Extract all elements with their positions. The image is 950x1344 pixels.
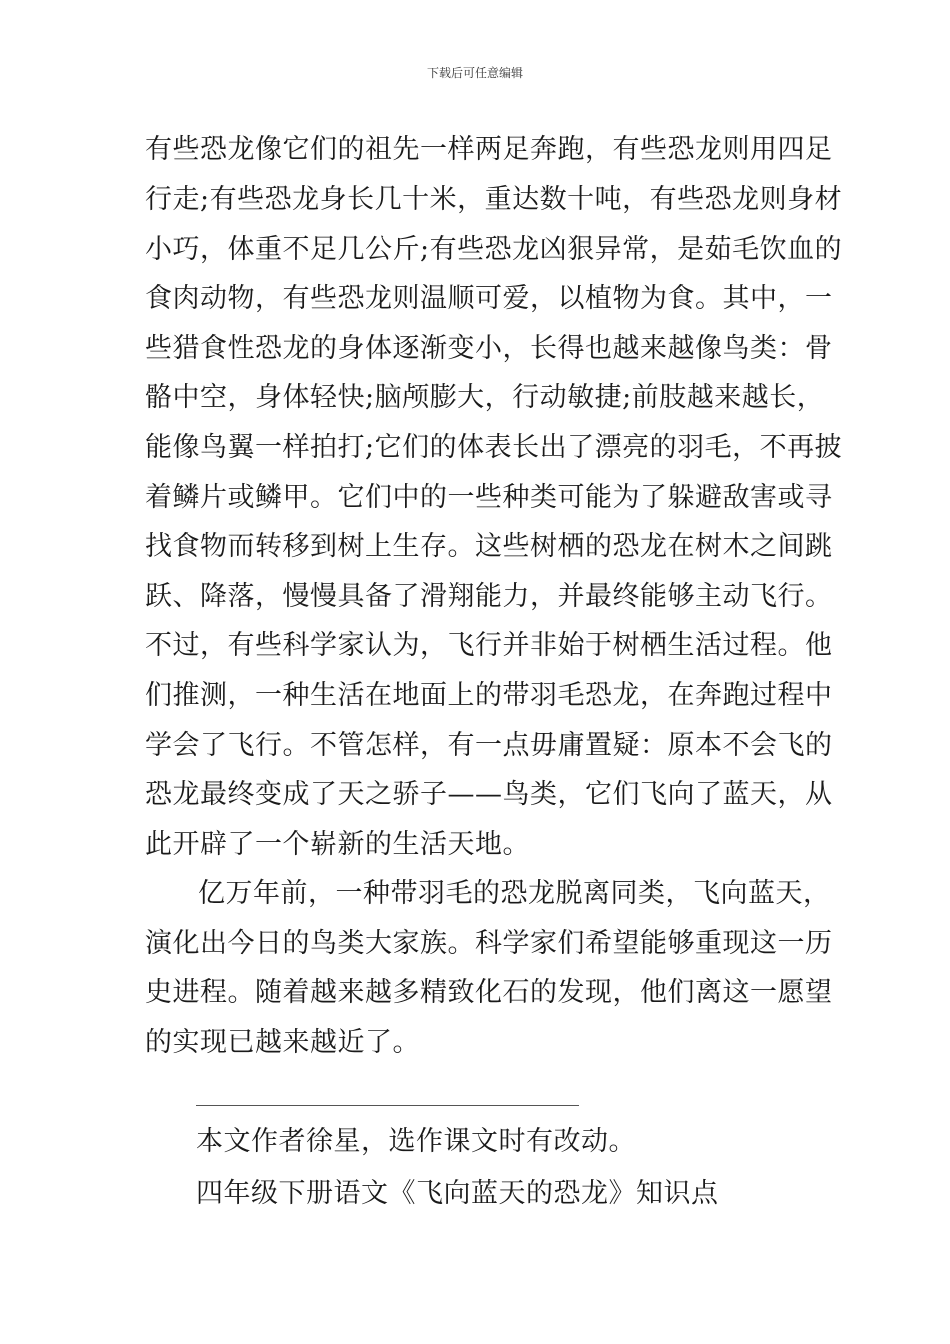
body-line: 不过，有些科学家认为，飞行并非始于树栖生活过程。他 bbox=[145, 630, 833, 661]
body-line: 有些恐龙像它们的祖先一样两足奔跑，有些恐龙则用四足 bbox=[145, 134, 833, 165]
body-line: 骼中空，身体轻快;脑颅膨大，行动敏捷;前肢越来越长， bbox=[145, 382, 825, 413]
body-line: 找食物而转移到树上生存。这些树栖的恐龙在树木之间跳 bbox=[145, 531, 833, 562]
body-line: 学会了飞行。不管怎样，有一点毋庸置疑：原本不会飞的 bbox=[145, 730, 833, 761]
footnote-divider bbox=[196, 1105, 579, 1106]
body-line: 史进程。随着越来越多精致化石的发现，他们离这一愿望 bbox=[145, 977, 833, 1008]
body-line: 能像鸟翼一样拍打;它们的体表长出了漂亮的羽毛，不再披 bbox=[145, 432, 843, 463]
body-line: 的实现已越来越近了。 bbox=[145, 1027, 420, 1058]
body-line: 食肉动物，有些恐龙则温顺可爱，以植物为食。其中，一 bbox=[145, 283, 833, 314]
body-line: 恐龙最终变成了天之骄子——鸟类，它们飞向了蓝天，从 bbox=[145, 779, 833, 810]
body-line: 着鳞片或鳞甲。它们中的一些种类可能为了躲避敌害或寻 bbox=[145, 482, 833, 513]
body-line: 们推测，一种生活在地面上的带羽毛恐龙，在奔跑过程中 bbox=[145, 680, 833, 711]
body-line: 跃、降落，慢慢具备了滑翔能力，并最终能够主动飞行。 bbox=[145, 581, 833, 612]
author-note: 本文作者徐星，选作课文时有改动。 bbox=[196, 1126, 636, 1157]
paragraph-first-line: 亿万年前，一种带羽毛的恐龙脱离同类，飞向蓝天， bbox=[198, 878, 831, 909]
body-line: 此开辟了一个崭新的生活天地。 bbox=[145, 829, 530, 860]
body-line: 些猎食性恐龙的身体逐渐变小，长得也越来越像鸟类：骨 bbox=[145, 333, 833, 364]
body-line: 行走;有些恐龙身长几十米，重达数十吨，有些恐龙则身材 bbox=[145, 184, 843, 215]
knowledge-title: 四年级下册语文《飞向蓝天的恐龙》知识点 bbox=[196, 1178, 719, 1209]
body-line: 小巧，体重不足几公斤;有些恐龙凶狠异常，是茹毛饮血的 bbox=[145, 234, 843, 265]
body-line: 演化出今日的鸟类大家族。科学家们希望能够重现这一历 bbox=[145, 928, 833, 959]
page-header: 下载后可任意编辑 bbox=[426, 66, 523, 80]
